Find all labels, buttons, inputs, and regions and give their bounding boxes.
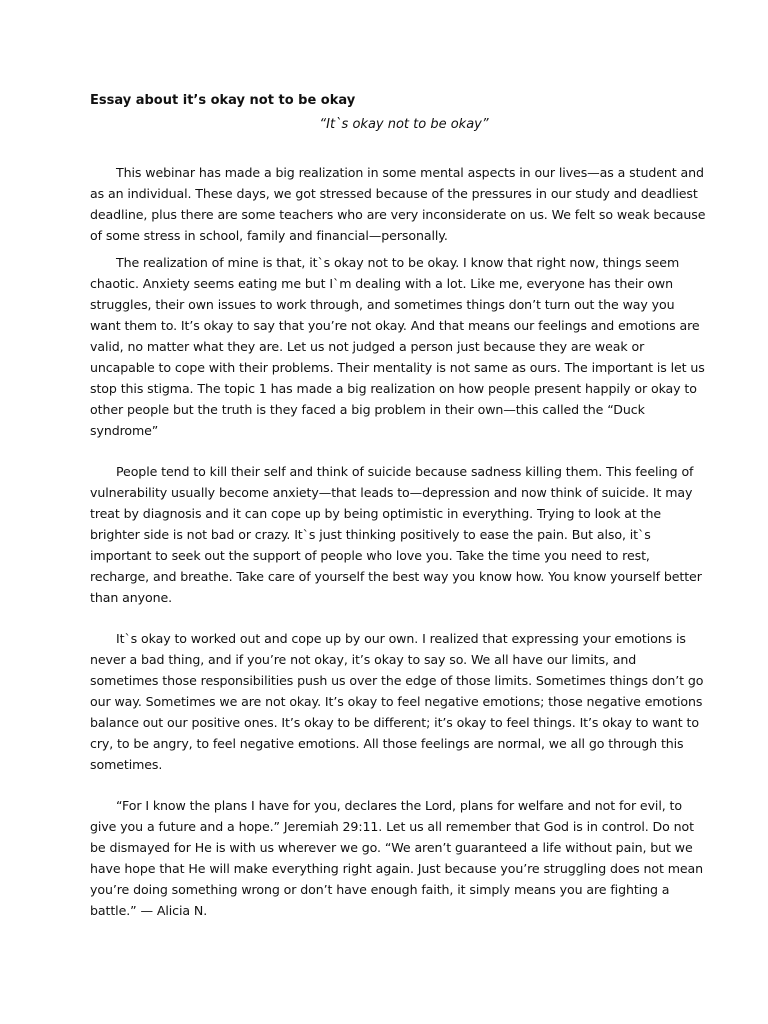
paragraph-bible-verse: “For I know the plans I have for you, declares the Lord, plans for welfare and not for evil, to give you a future and a hope.” Jeremiah 29:11. Let us all remember that God is in control. Do not be dismayed for He is with us wherever we go. “We aren’t guaranteed a life without pain, but we have hope that He will make everything right again. Just because you’re struggling does not mean you’re doing something wrong or don’t have enough faith, it simply means you are fighting a battle.” — Alicia N. xyxy=(90,798,704,918)
document-title: Essay about it’s okay not to be okay xyxy=(90,93,356,108)
document-subtitle: “It`s okay not to be okay” xyxy=(319,117,489,132)
paragraph-cope-emotions: It`s okay to worked out and cope up by our own. I realized that expressing your emotions is never a bad thing, and if you’re not okay, it’s okay to say so. We all have our limits, and sometimes those responsibilities push us over the edge of those limits. Sometimes things don’t go our way. Sometimes we are not okay. It’s okay to feel negative emotions; those negative emotions balance out our positive ones. It’s okay to be different; it’s okay to feel things. It’s okay to want to cry, to be angry, to feel negative emotions. All those feelings are normal, we all go through this sometimes. xyxy=(90,631,704,772)
paragraph-suicide-anxiety: People tend to kill their self and think of suicide because sadness killing them. This feeling of vulnerability usually become anxiety—that leads to—depression and now think of suicide. It may treat by diagnosis and it can cope up by being optimistic in everything. Trying to look at the brighter side is not bad or crazy. It`s just thinking positively to ease the pain. But also, it`s important to seek out the support of people who love you. Take the time you need to rest, recharge, and breathe. Take care of yourself the best way you know how. You know yourself better than anyone. xyxy=(90,464,702,605)
paragraph-okay-not-okay: The realization of mine is that, it`s okay not to be okay. I know that right now, things seem chaotic. Anxiety seems eating me but I`m dealing with a lot. Like me, everyone has their own struggles, their own issues to work through, and sometimes things don’t turn out the way you want them to. It’s okay to say that you’re not okay. And that means our feelings and emotions are valid, no matter what they are. Let us not judged a person just because they are weak or uncapable to cope with their problems. Their mentality is not same as ours. The important is let us stop this stigma. The topic 1 has made a big realization on how people present happily or okay to other people but the truth is they faced a big problem in their own—this called the “Duck syndrome” xyxy=(90,255,705,438)
paragraph-webinar-realization: This webinar has made a big realization in some mental aspects in our lives—as a student and as an individual. These days, we got stressed because of the pressures in our study and deadliest deadline, plus there are some teachers who are very inconsiderate on us. We felt so weak because of some stress in school, family and financial—personally. xyxy=(90,165,706,243)
